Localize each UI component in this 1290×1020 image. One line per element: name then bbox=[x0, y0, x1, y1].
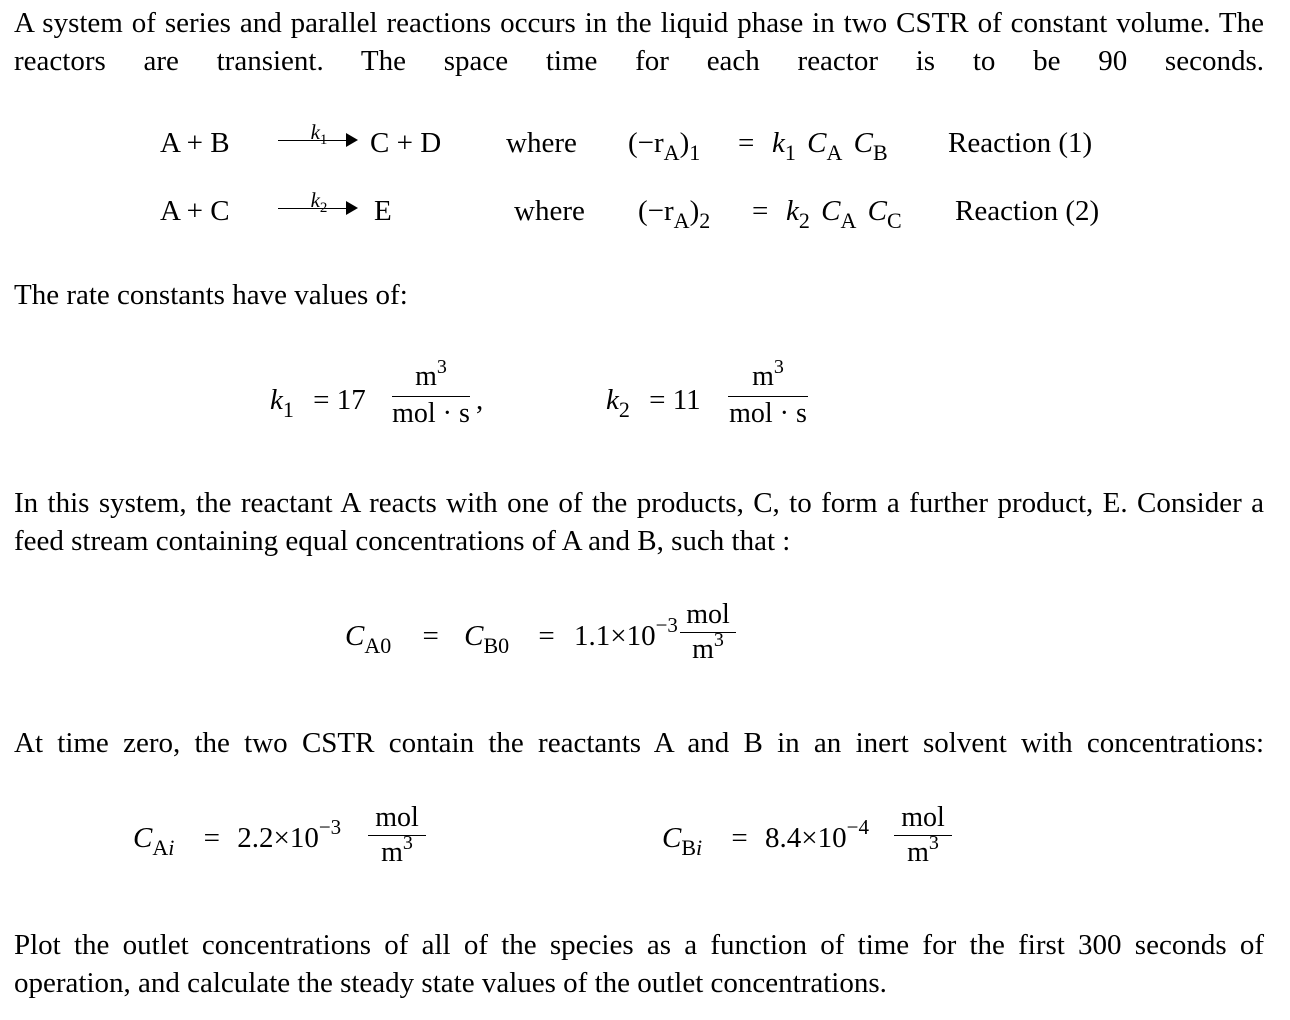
intro-text: A system of series and parallel reactions occurs in the liquid phase in two CSTR of constant volume. The reactors are transient. The space time for each reactor is to be 90 seconds. bbox=[14, 7, 1264, 77]
reaction2-rate: $(-r_A)_2$ bbox=[638, 195, 711, 233]
reaction2-where: where bbox=[514, 195, 585, 227]
cai-units-fraction: mol $m^3$ bbox=[368, 803, 426, 870]
reaction1-lhs: A + B bbox=[160, 127, 230, 159]
reaction1-where: where bbox=[506, 127, 577, 159]
k1-equation: $k_1 = 17$ bbox=[270, 384, 366, 422]
task-paragraph bbox=[14, 926, 1264, 1002]
system-text: In this system, the reactant A reacts with one of the products, C, to form a further product, E. Consider a feed stream containing equal concentrations of A and B, such that : bbox=[14, 487, 1264, 557]
reaction1-k-label: k bbox=[310, 120, 320, 144]
reaction1-label: Reaction (1) bbox=[948, 127, 1093, 159]
time-zero-text: At time zero, the two CSTR contain the reactants A and B in an inert solvent with concentrations: bbox=[14, 727, 1264, 759]
reaction1-rhs: C + D bbox=[370, 127, 442, 159]
feed-equation: $C_{A0} = C_{B0} = 1.1\times 10^{-3}$ bbox=[345, 613, 678, 658]
reaction2-equals: = bbox=[752, 195, 769, 227]
reaction2-rate-law: $k_2$ $C_A$ $C_C$ bbox=[786, 195, 902, 233]
reaction2-rhs: E bbox=[374, 195, 392, 227]
system-paragraph bbox=[14, 484, 1264, 560]
reaction1-equals: = bbox=[738, 127, 755, 159]
reaction1-rate-law: $k_1$ $C_A$ $C_B$ bbox=[772, 127, 888, 165]
k2-equation: $k_2 = 11$ bbox=[606, 384, 701, 422]
cbi-units-fraction: mol $m^3$ bbox=[894, 803, 952, 870]
reaction2-lhs: A + C bbox=[160, 195, 230, 227]
reaction1-arrow bbox=[278, 120, 360, 154]
reaction2-k-label: k bbox=[310, 188, 320, 212]
cbi-equation: $C_{Bi} = 8.4\times 10^{-4}$ bbox=[662, 815, 869, 860]
k1-comma: , bbox=[476, 384, 484, 416]
reaction2-k-sub: 2 bbox=[319, 200, 328, 216]
reaction1-rate: $(-r_A)_1$ bbox=[628, 127, 701, 165]
time-zero-paragraph bbox=[14, 724, 1264, 762]
feed-units-fraction: mol $m^3$ bbox=[680, 600, 736, 667]
k2-units-fraction: $m^3$ mol · s bbox=[729, 356, 807, 429]
rate-constants-intro: The rate constants have values of: bbox=[14, 279, 408, 311]
reaction2-label: Reaction (2) bbox=[955, 195, 1100, 227]
reaction1-k-sub: 1 bbox=[319, 132, 328, 148]
cai-equation: $C_{Ai} = 2.2\times 10^{-3}$ bbox=[133, 815, 342, 860]
intro-paragraph bbox=[14, 4, 1264, 80]
task-text: Plot the outlet concentrations of all of the species as a function of time for the first 300 seconds of operation, and calculate the steady state values of the outlet concentrations. bbox=[14, 929, 1264, 999]
k1-units-fraction: $m^3$ mol · s bbox=[392, 356, 470, 429]
reaction2-arrow bbox=[278, 188, 360, 222]
